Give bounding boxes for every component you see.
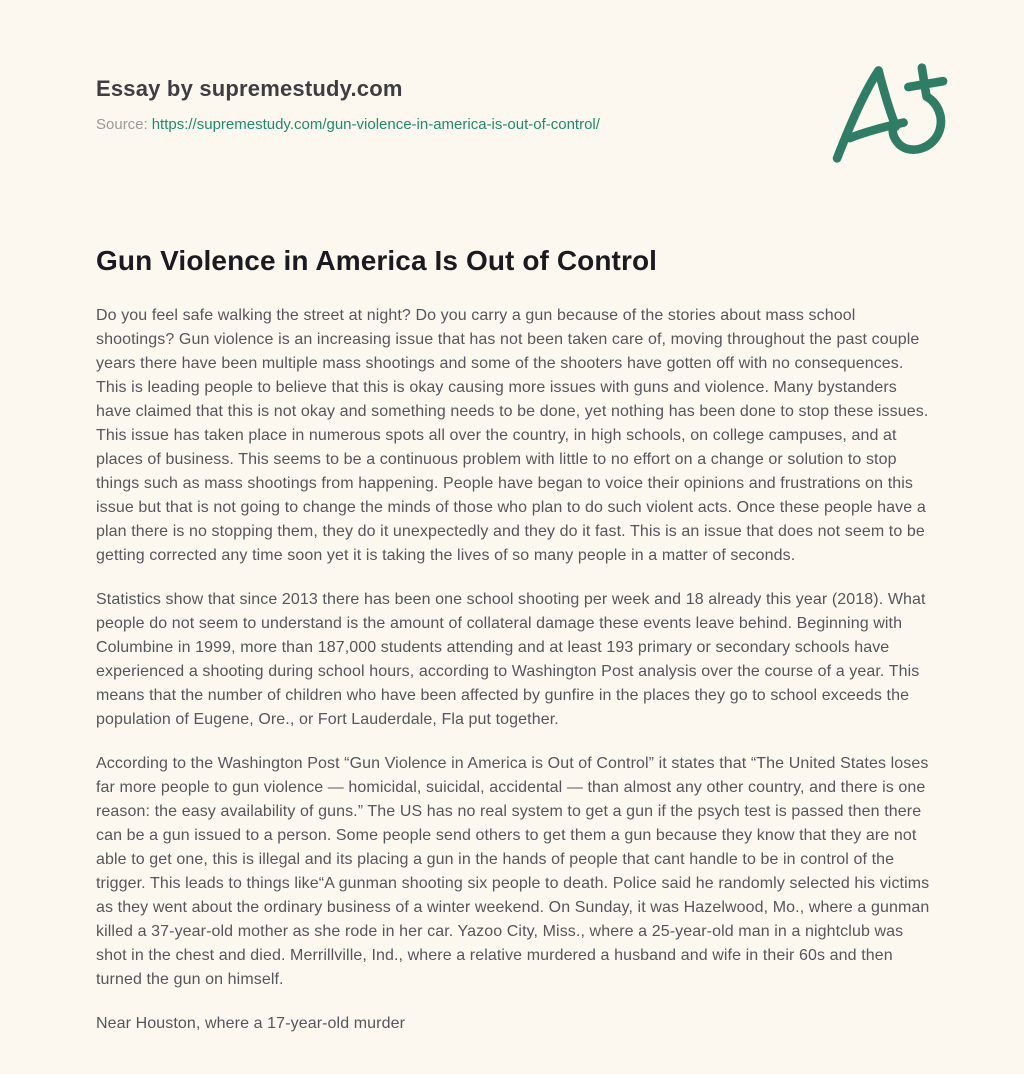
article-paragraph: Near Houston, where a 17-year-old murder [96,1015,406,1032]
article-paragraph: Statistics show that since 2013 there has been one school shooting per week and 18 already this year (2018). What people do not seem to understand is the amount of collateral damage these events leave behind. Beginning with Columbine in 1999, more than 187,000 students attending and at least 193 primary or secondary schools have experienced a shooting during school hours, according to Washington Post analysis over the course of a year. This means that the number of children who have been affected by gunfire in the places they go to school exceeds the population of Eugene, Ore., or Fort Lauderdale, Fla put together. [96,591,926,728]
article [0,245,1024,1036]
a-plus-logo-icon [824,60,960,166]
source-link[interactable]: https://supremestudy.com/gun-violence-in-america-is-out-of-control/ [151,116,600,133]
header-title: Essay by supremestudy.com [96,76,403,101]
article-body [96,304,932,1036]
article-paragraph: According to the Washington Post “Gun Violence in America is Out of Control” it states that “The United States loses far more people to gun violence — homicidal, suicidal, accidental — than almost any other country, and there is one reason: the easy availability of guns.” The US has no real system to get a gun if the psych test is passed then there can be a gun issued to a person. Some people send others to get them a gun because they know that they are not able to get one, this is illegal and its placing a gun in the hands of people that cant handle to be in control of the trigger. This leads to things like“A gunman shooting six people to death. Police said he randomly selected his victims as they went about the ordinary business of a winter weekend. On Sunday, it was Hazelwood, Mo., where a gunman killed a 37-year-old mother as she rode in her car. Yazoo City, Miss., where a 25-year-old man in a nightclub was shot in the chest and died. Merrillville, Ind., where a relative murdered a husband and wife in their 60s and then turned the gun on himself. [96,755,930,988]
article-paragraph: Do you feel safe walking the street at night? Do you carry a gun because of the stories about mass school shootings? Gun violence is an increasing issue that has not been taken care of, moving throughout the past couple years there have been multiple mass shootings and some of the shooters have gotten off with no consequences. This is leading people to believe that this is okay causing more issues with guns and violence. Many bystanders have claimed that this is not okay and something needs to be done, yet nothing has been done to stop these issues. This issue has taken place in numerous spots all over the country, in high schools, on college campuses, and at places of business. This seems to be a continuous problem with little to no effort on a change or solution to stop things such as mass shootings from happening. People have began to voice their opinions and frustrations on this issue but that is not going to change the minds of those who plan to do such violent acts. Once these people have a plan there is no stopping them, they do it unexpectedly and they do it fast. This is an issue that does not seem to be getting corrected any time soon yet it is taking the lives of so many people in a matter of seconds. [96,307,929,564]
source-label: Source: [96,116,148,133]
article-title: Gun Violence in America Is Out of Control [96,245,658,276]
